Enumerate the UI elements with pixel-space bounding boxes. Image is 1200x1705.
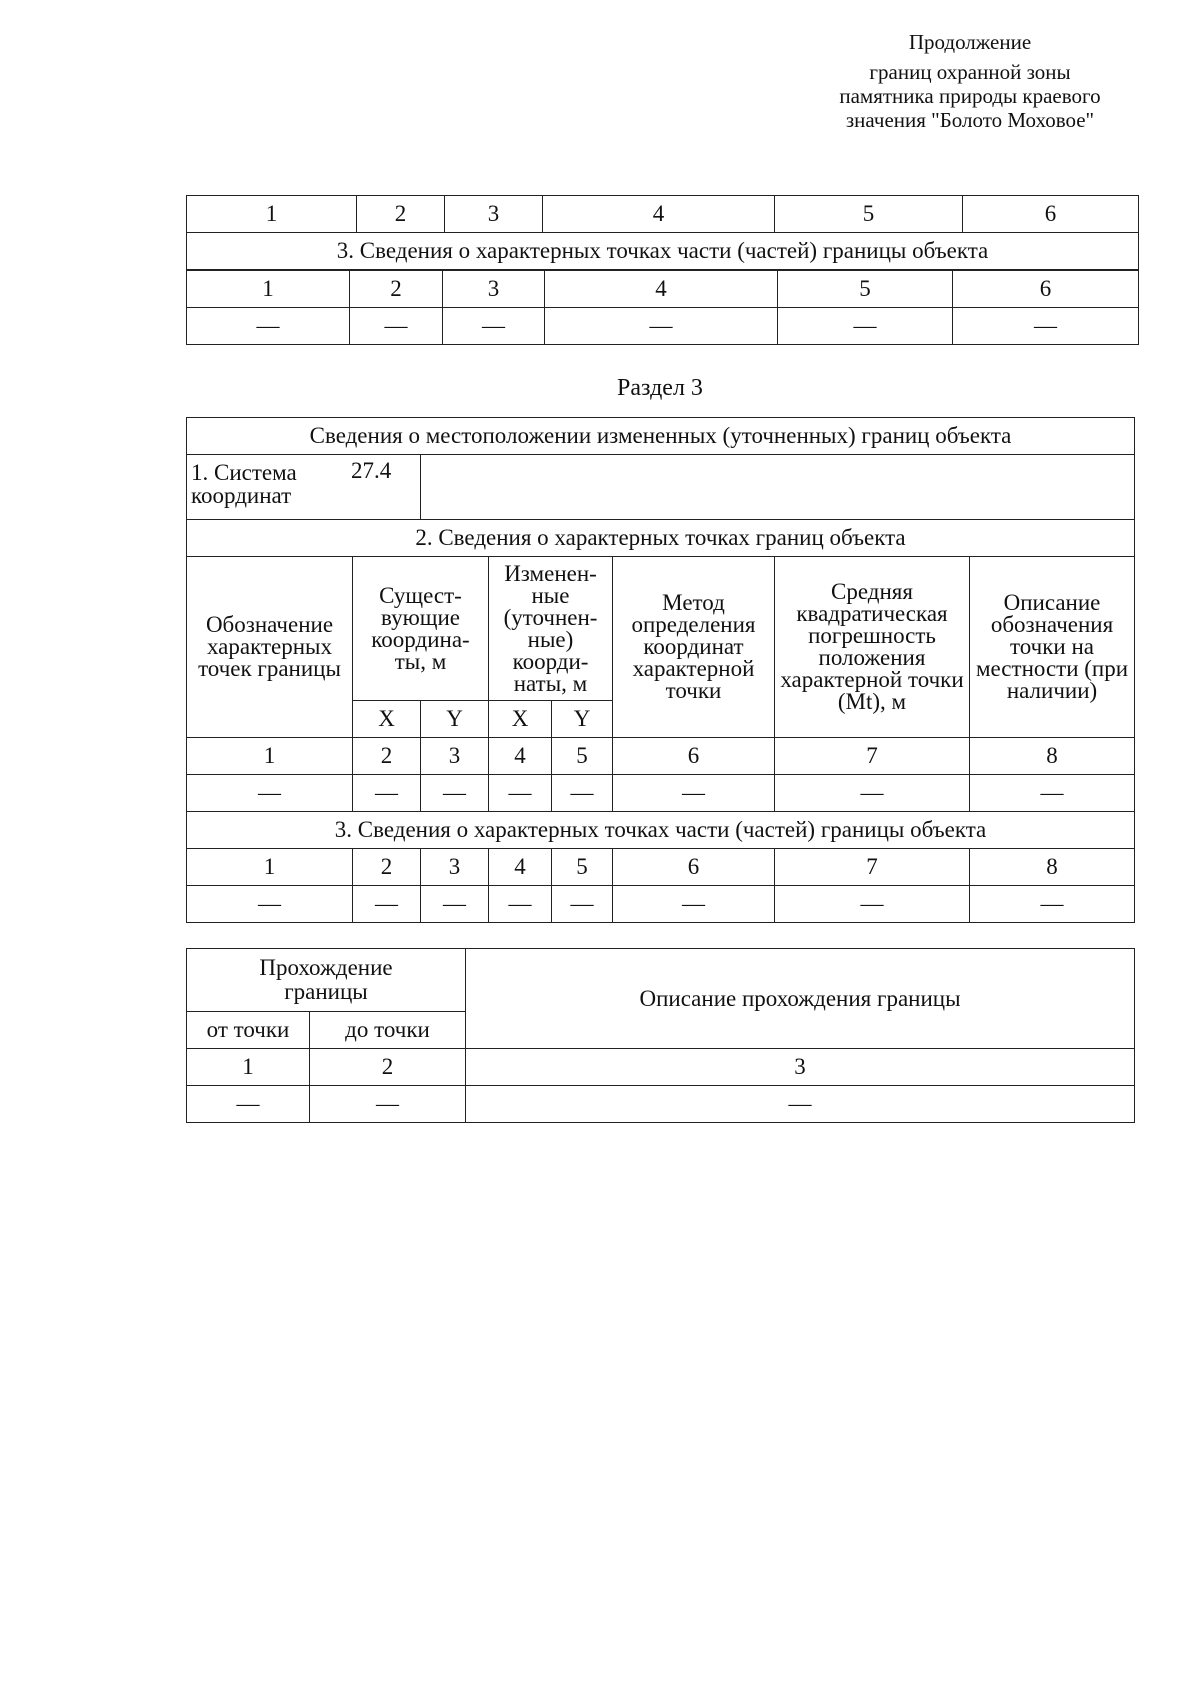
col-number: 1 <box>187 1049 310 1086</box>
cell-value: — <box>775 886 970 923</box>
coord-system-label-line: 1. Система <box>191 460 297 485</box>
table-row <box>187 520 1135 557</box>
col-number: 4 <box>545 271 778 308</box>
continuation-table <box>186 195 1139 270</box>
table-row <box>187 1086 1135 1123</box>
table-row <box>187 1049 1135 1086</box>
header-method: Метод определения координат характерной точки <box>613 557 775 738</box>
cell-value: — <box>187 886 353 923</box>
header-changed: Изменен-ные (уточнен-ные) коорди-наты, м <box>489 557 613 701</box>
cell-value: — <box>970 886 1135 923</box>
coord-system-value-text: 27.4 <box>351 458 392 483</box>
col-number: 6 <box>613 849 775 886</box>
table-row <box>187 308 1139 345</box>
coord-system-value <box>351 455 1135 520</box>
header-line: значения "Болото Моховое" <box>845 108 1095 132</box>
table-row <box>187 455 1135 520</box>
cell-value: — <box>489 775 552 812</box>
table-title: Сведения о местоположении измененных (уточненных) границ объекта <box>187 418 1135 455</box>
header-line: памятника природы краевого <box>839 84 1101 108</box>
table-row <box>187 738 1135 775</box>
parts-title: 3. Сведения о характерных точках части (частей) границы объекта <box>187 233 1139 270</box>
col-number: 2 <box>350 271 443 308</box>
table-row <box>187 233 1139 270</box>
cell-value: — <box>613 775 775 812</box>
table-row <box>187 418 1135 455</box>
table-row <box>187 271 1139 308</box>
col-number: 5 <box>775 196 963 233</box>
col-number: 6 <box>953 271 1139 308</box>
cell-value: — <box>775 775 970 812</box>
col-number: 5 <box>778 271 953 308</box>
cell-value: — <box>350 308 443 345</box>
col-number: 6 <box>613 738 775 775</box>
document-header <box>780 30 1160 132</box>
header-description: Описание обозначения точки на местности (при наличии) <box>970 557 1135 738</box>
parts-table <box>186 270 1139 345</box>
header-designation: Обозначение характерных точек границы <box>187 557 353 738</box>
col-number: 5 <box>552 849 613 886</box>
col-number: 3 <box>421 738 489 775</box>
table-row <box>187 886 1135 923</box>
header-passage: Прохождение границы <box>187 949 466 1012</box>
header-from-point: от точки <box>187 1012 310 1049</box>
col-number: 4 <box>543 196 775 233</box>
table-row <box>187 849 1135 886</box>
header-error: Средняя квадратическая погрешность положения характерной точки (Mt), м <box>775 557 970 738</box>
col-number: 7 <box>775 738 970 775</box>
header-y: Y <box>421 701 489 738</box>
cell-value: — <box>187 308 350 345</box>
col-number: 2 <box>353 849 421 886</box>
cell-value: — <box>353 775 421 812</box>
col-number: 2 <box>310 1049 466 1086</box>
points-title: 2. Сведения о характерных точках границ объекта <box>187 520 1135 557</box>
col-number: 4 <box>489 849 552 886</box>
header-existing: Сущест-вующие координа-ты, м <box>353 557 489 701</box>
col-number: 3 <box>466 1049 1135 1086</box>
header-to-point: до точки <box>310 1012 466 1049</box>
boundary-passage-table <box>186 948 1135 1123</box>
cell-value: — <box>545 308 778 345</box>
cell-value: — <box>310 1086 466 1123</box>
col-number: 3 <box>445 196 543 233</box>
col-number: 1 <box>187 196 357 233</box>
col-number: 7 <box>775 849 970 886</box>
col-number: 2 <box>357 196 445 233</box>
cell-value: — <box>778 308 953 345</box>
col-number: 8 <box>970 849 1135 886</box>
cell-value: — <box>489 886 552 923</box>
coord-system-label-line: координат <box>191 483 292 508</box>
header-continuation: Продолжение <box>908 30 1032 54</box>
col-number: 1 <box>187 271 350 308</box>
cell-value: — <box>970 775 1135 812</box>
cell-value: — <box>613 886 775 923</box>
section-title: Раздел 3 <box>617 375 703 401</box>
header-x: X <box>353 701 421 738</box>
cell-value: — <box>466 1086 1135 1123</box>
col-number: 3 <box>443 271 545 308</box>
table-header-row <box>187 557 1135 701</box>
header-passage-description: Описание прохождения границы <box>466 949 1135 1049</box>
table-row <box>187 196 1139 233</box>
table-header-row <box>187 949 1135 1012</box>
col-number: 1 <box>187 738 353 775</box>
cell-value: — <box>552 886 613 923</box>
header-y: Y <box>552 701 613 738</box>
header-line: границ охранной зоны <box>869 60 1071 84</box>
cell-value: — <box>421 886 489 923</box>
header-x: X <box>489 701 552 738</box>
cell-value: — <box>353 886 421 923</box>
col-number: 4 <box>489 738 552 775</box>
table-row <box>187 775 1135 812</box>
col-number: 2 <box>353 738 421 775</box>
cell-value: — <box>421 775 489 812</box>
col-number: 1 <box>187 849 353 886</box>
cell-value: — <box>187 775 353 812</box>
cell-value: — <box>443 308 545 345</box>
table-row <box>187 812 1135 849</box>
col-number: 8 <box>970 738 1135 775</box>
col-number: 3 <box>421 849 489 886</box>
cell-value: — <box>187 1086 310 1123</box>
cell-value: — <box>953 308 1139 345</box>
col-number: 5 <box>552 738 613 775</box>
col-number: 6 <box>963 196 1139 233</box>
cell-value: — <box>552 775 613 812</box>
parts-title: 3. Сведения о характерных точках части (частей) границы объекта <box>187 812 1135 849</box>
boundary-points-table <box>186 417 1135 923</box>
